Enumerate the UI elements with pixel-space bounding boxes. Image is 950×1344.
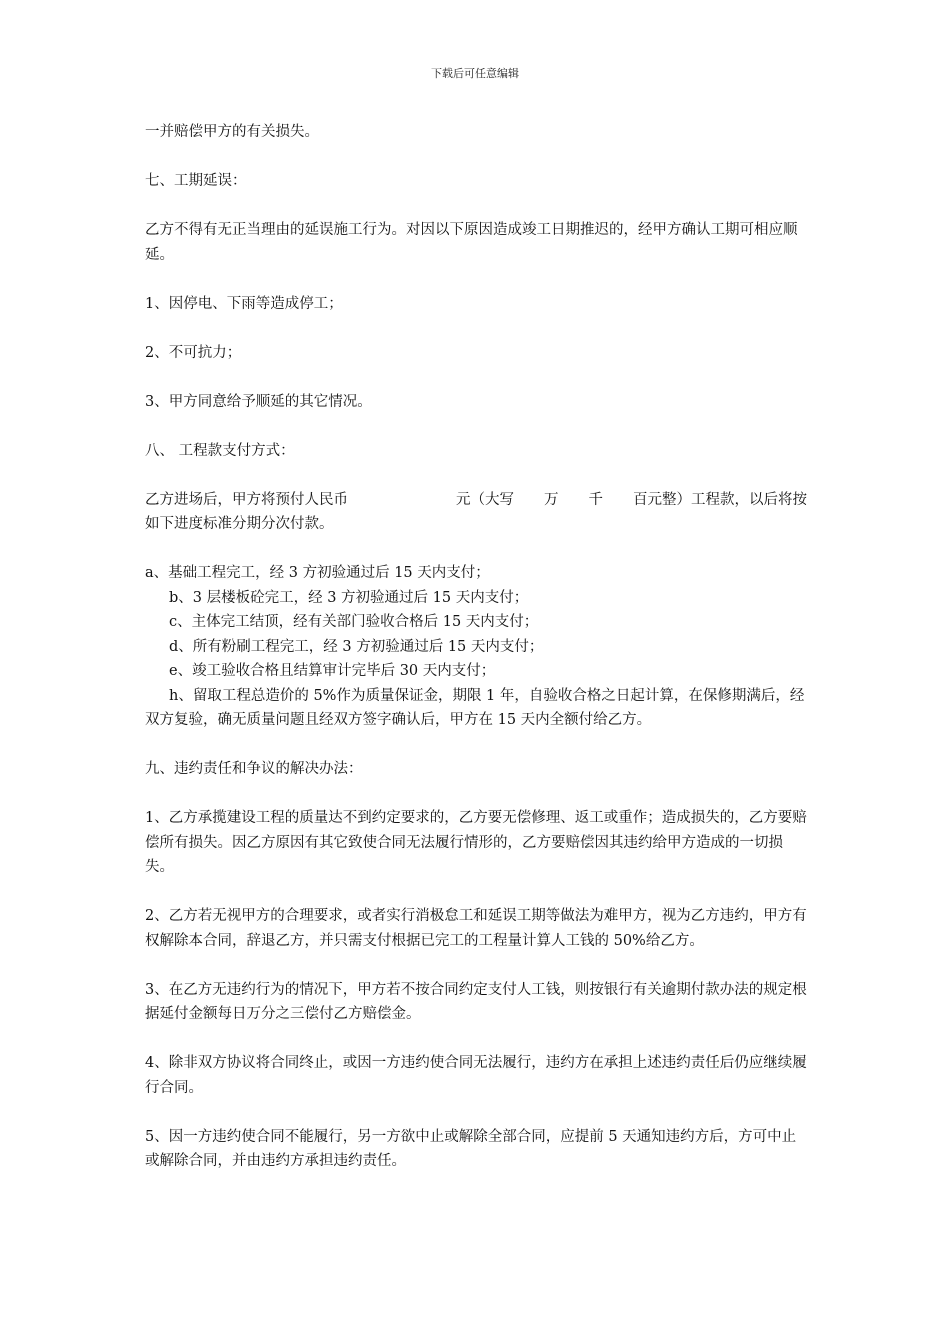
list-item: h、留取工程总造价的 5%作为质量保证金，期限 1 年，自验收合格之日起计算，在保修期满后，经双方复验，确无质量问题且经双方签字确认后，甲方在 15 天内全额付给乙方。 bbox=[145, 687, 805, 728]
section-title: 七、工期延误： bbox=[145, 173, 247, 189]
section-title: 九、违约责任和争议的解决办法： bbox=[145, 761, 363, 777]
list-item: 1、因停电、下雨等造成停工； bbox=[145, 295, 343, 312]
list-item: b、3 层楼板砼完工，经 3 方初验通过后 15 天内支付； bbox=[169, 589, 529, 606]
paragraph-text: 元（大写 bbox=[456, 491, 514, 508]
paragraph: 乙方不得有无正当理由的延误施工行为。对因以下原因造成竣工日期推迟的，经甲方确认工期可相应顺延。 bbox=[145, 222, 798, 263]
section-title: 八、 工程款支付方式： bbox=[145, 442, 295, 459]
paragraph: 一并赔偿甲方的有关损失。 bbox=[145, 124, 319, 140]
list-item: e、竣工验收合格且结算审计完毕后 30 天内支付； bbox=[169, 663, 496, 679]
list-item: a、基础工程完工，经 3 方初验通过后 15 天内支付； bbox=[145, 565, 490, 581]
paragraph-text: 乙方进场后，甲方将预付人民币 bbox=[145, 491, 348, 508]
list-item: d、所有粉刷工程完工，经 3 方初验通过后 15 天内支付； bbox=[169, 638, 544, 655]
paragraph-text: 万 bbox=[544, 491, 559, 508]
paragraph: 2、乙方若无视甲方的合理要求，或者实行消极怠工和延误工期等做法为难甲方，视为乙方违约，甲方有权解除本合同，辞退乙方，并只需支付根据已完工的工程量计算人工钱的 50%给乙方。 bbox=[145, 908, 807, 949]
paragraph: 4、除非双方协议将合同终止，或因一方违约使合同无法履行，违约方在承担上述违约责任后仍应继续履行合同。 bbox=[145, 1055, 807, 1096]
list-item: 2、不可抗力； bbox=[145, 344, 242, 361]
paragraph bbox=[145, 488, 807, 537]
document-body bbox=[145, 120, 807, 1174]
paragraph: 1、乙方承揽建设工程的质量达不到约定要求的，乙方要无偿修理、返工或重作；造成损失的，乙方要赔偿所有损失。因乙方原因有其它致使合同无法履行情形的，乙方要赔偿因其违约给甲方造成的一切损失。 bbox=[145, 810, 807, 875]
list-item: 3、甲方同意给予顺延的其它情况。 bbox=[145, 393, 372, 410]
paragraph-text: 千 bbox=[588, 491, 603, 508]
paragraph-text: 百元整）工程款，以后将按如下进度标准分期分次付款。 bbox=[145, 491, 807, 532]
page-header: 下载后可任意编辑 bbox=[431, 67, 519, 80]
paragraph: 5、因一方违约使合同不能履行，另一方欲中止或解除全部合同，应提前 5 天通知违约方后，方可中止或解除合同，并由违约方承担违约责任。 bbox=[145, 1128, 797, 1169]
list-item: c、主体完工结顶，经有关部门验收合格后 15 天内支付； bbox=[169, 614, 539, 630]
paragraph: 3、在乙方无违约行为的情况下，甲方若不按合同约定支付人工钱，则按银行有关逾期付款办法的规定根据延付金额每日万分之三偿付乙方赔偿金。 bbox=[145, 981, 807, 1022]
